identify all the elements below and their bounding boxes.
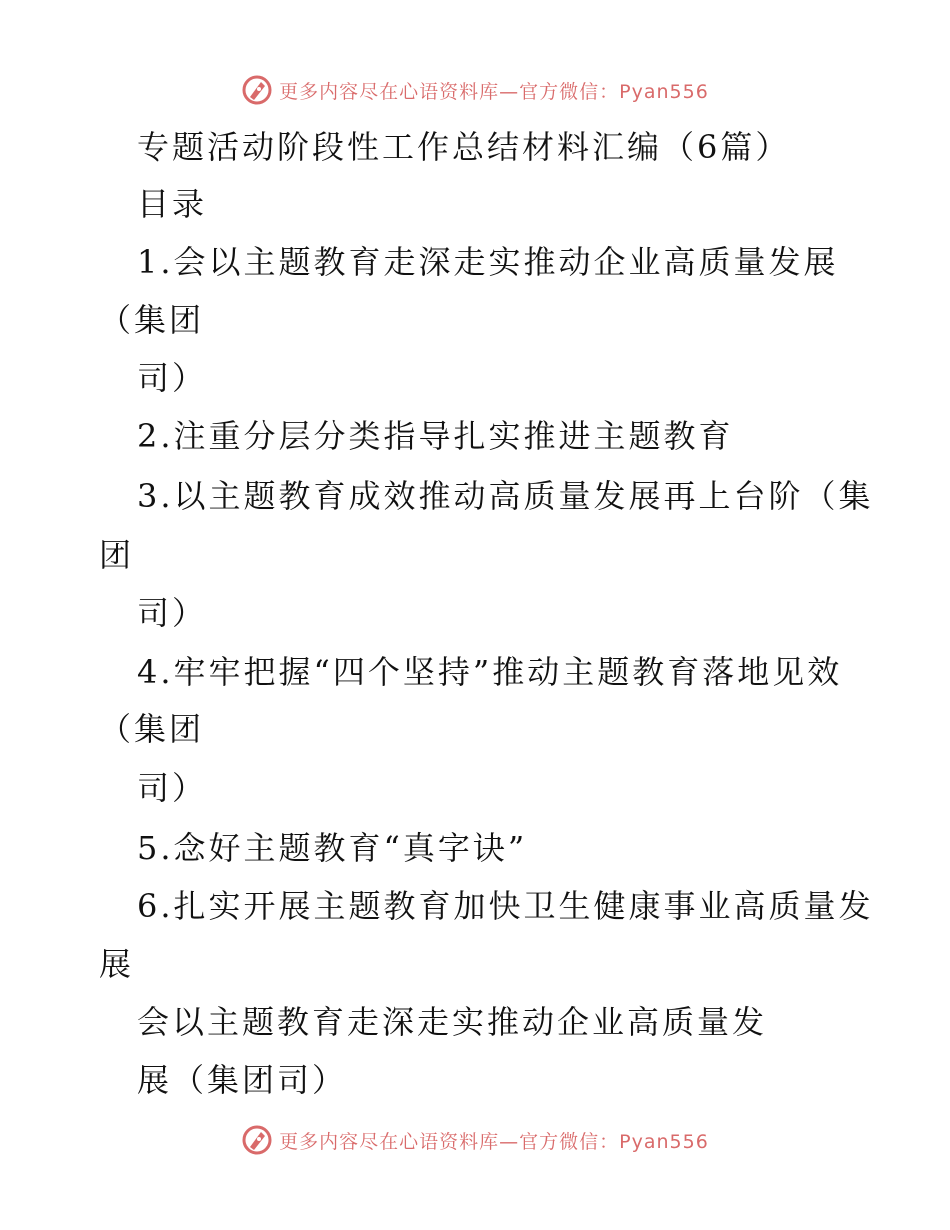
toc-item-4-cont2: 司）	[137, 769, 208, 807]
toc-item-5: 5.念好主题教育“真字诀”	[137, 829, 528, 867]
toc-item-6: 6.扎实开展主题教育加快卫生健康事业高质量发	[137, 887, 874, 925]
toc-item-1-cont2: 司）	[137, 359, 208, 397]
toc-item-3: 3.以主题教育成效推动高质量发展再上台阶（集	[137, 477, 874, 515]
toc-item-3-cont: 团	[99, 536, 135, 574]
toc-item-6-cont: 展	[99, 945, 135, 983]
document-title: 专题活动阶段性工作总结材料汇编（6篇）	[137, 128, 791, 166]
toc-item-2: 2.注重分层分类指导扎实推进主题教育	[137, 417, 734, 455]
toc-item-1-cont: （集团	[99, 301, 205, 339]
toc-heading: 目录	[137, 185, 208, 223]
toc-item-4: 4.牢牢把握“四个坚持”推动主题教育落地见效	[137, 653, 843, 691]
toc-item-3-cont2: 司）	[137, 594, 208, 632]
section-heading: 会以主题教育走深走实推动企业高质量发	[137, 1003, 768, 1041]
watermark-text: 更多内容尽在心语资料库—官方微信：Pyan556	[279, 80, 709, 103]
toc-item-4-cont: （集团	[99, 710, 205, 748]
toc-item-1: 1.会以主题教育走深走实推动企业高质量发展	[137, 243, 839, 281]
pen-nib-logo-icon	[241, 1124, 273, 1156]
section-heading-cont: 展（集团司）	[137, 1061, 348, 1099]
footer-watermark	[0, 1120, 950, 1160]
watermark-text: 更多内容尽在心语资料库—官方微信：Pyan556	[279, 1130, 709, 1153]
